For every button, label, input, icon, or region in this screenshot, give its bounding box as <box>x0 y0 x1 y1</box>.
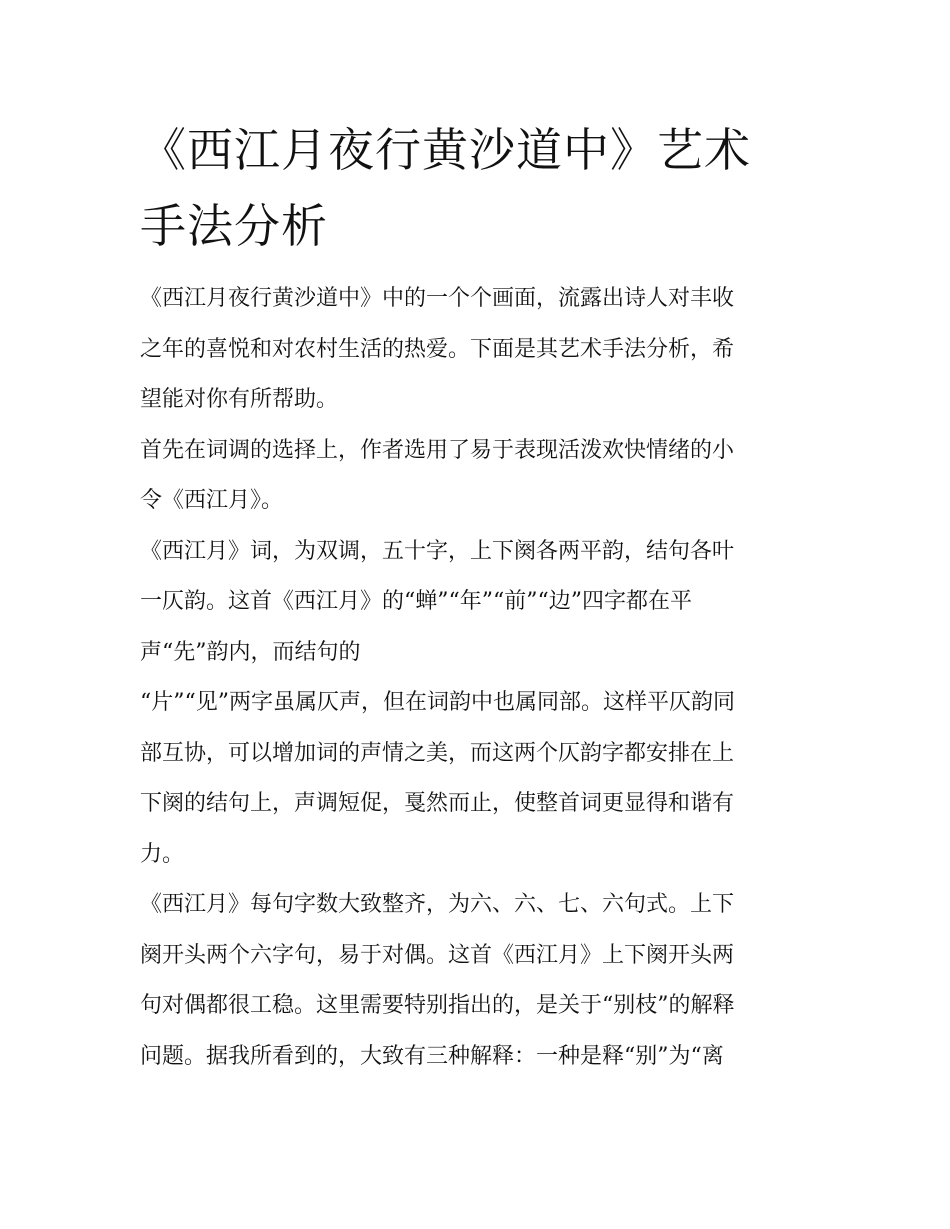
text-line: “片”“见”两字虽属仄声，但在词韵中也属同部。这样平仄韵同 <box>140 690 735 715</box>
text-line: 一仄韵。这首《西江月》的“蝉”“年”“前”“边”四字都在平 <box>140 589 692 614</box>
text-line: 首先在词调的选择上，作者选用了易于表现活泼欢快情绪的小 <box>140 437 735 463</box>
document-body <box>140 274 820 1082</box>
text-line: 声“先”韵内，而结句的 <box>140 639 361 665</box>
title-line: 《西江月夜行黄沙道中》艺术 <box>140 123 751 177</box>
text-line: 问题。据我所看到的，大致有三种解释：一种是释“别”为“离 <box>140 1043 724 1069</box>
text-line: 力。 <box>140 841 185 867</box>
text-line: 之年的喜悦和对农村生活的热爱。下面是其艺术手法分析，希 <box>140 336 735 362</box>
text-line: 下阕的结句上，声调短促，戛然而止，使整首词更显得和谐有 <box>140 791 735 816</box>
text-line: 阕开头两个六字句，易于对偶。这首《西江月》上下阕开头两 <box>140 942 735 968</box>
title-line: 手法分析 <box>140 199 328 253</box>
document-title <box>140 112 820 264</box>
text-line: 令《西江月》。 <box>140 488 284 513</box>
text-line: 望能对你有所帮助。 <box>140 387 339 412</box>
text-line: 句对偶都很工稳。这里需要特别指出的，是关于“别枝”的解释 <box>140 993 735 1018</box>
text-line: 部互协，可以增加词的声情之美，而这两个仄韵字都安排在上 <box>140 740 735 766</box>
text-line: 《西江月》每句字数大致整齐，为六、六、七、六句式。上下 <box>140 892 735 917</box>
text-line: 《西江月夜行黄沙道中》中的一个个画面，流露出诗人对丰收 <box>140 286 735 311</box>
text-line: 《西江月》词，为双调，五十字，上下阕各两平韵，结句各叶 <box>140 538 735 564</box>
